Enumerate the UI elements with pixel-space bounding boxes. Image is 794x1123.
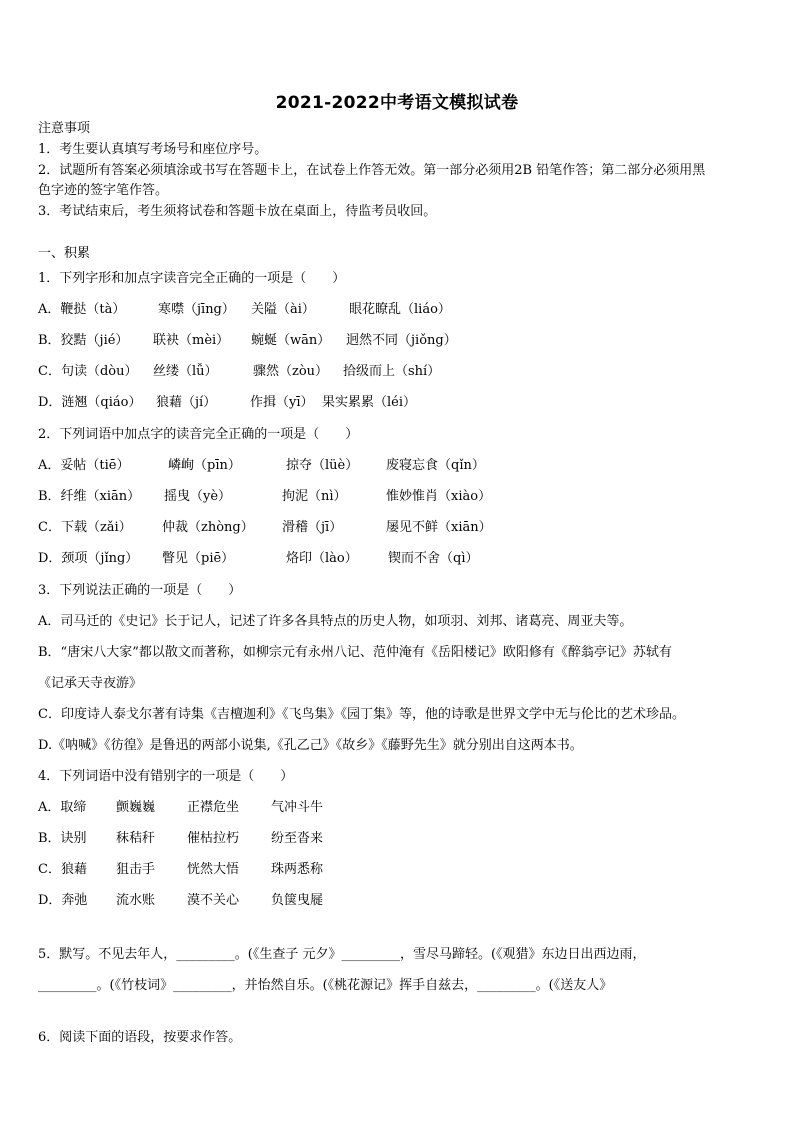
q1-b-3: 蜿蜒（wān）: [251, 333, 331, 348]
q2-b-2: 摇曳（yè）: [164, 489, 232, 504]
q3-option-b-cont: 《记承天寺夜游》: [38, 676, 143, 691]
q4-stem: 4．下列词语中没有错别字的一项是（ ）: [38, 769, 294, 784]
q3-stem: 3．下列说法正确的一项是（ ）: [38, 583, 242, 598]
q2-d-4: 锲而不舍（qì）: [388, 551, 479, 566]
q1-d-4: 果实累累（léi）: [322, 395, 417, 410]
q4-b-2: 秣秸秆: [116, 831, 156, 846]
q1-c-4: 拾级而上（shí）: [343, 364, 441, 379]
q2-d-2: 瞥见（piē）: [162, 551, 235, 566]
q4-option-a: [38, 799, 323, 817]
q1-stem: 1．下列字形和加点字读音完全正确的一项是（ ）: [38, 271, 346, 286]
section-heading: 一、积累: [38, 246, 91, 261]
q1-a-2: 寒噤（jīng）: [158, 302, 235, 317]
q2-c-1: C．下载（zǎi）: [38, 520, 132, 535]
notice-item-1: 1．考生要认真填写考场号和座位序号。: [38, 142, 268, 157]
q1-d-1: D．涟翘（qiáo）: [38, 395, 142, 410]
q1-option-d: [38, 394, 416, 412]
q1-c-3: 骤然（zòu）: [253, 364, 329, 379]
q2-option-b: [38, 488, 491, 506]
q4-option-c: [38, 861, 323, 879]
q4-option-d: [38, 892, 323, 910]
q2-b-4: 惟妙惟肖（xiào）: [386, 489, 492, 504]
q4-b-1: B．诀别: [38, 831, 87, 846]
q4-c-3: 恍然大悟: [187, 862, 240, 877]
q4-c-4: 珠两悉称: [271, 862, 324, 877]
q4-d-1: D．奔弛: [38, 893, 88, 908]
q2-stem: 2．下列词语中加点字的读音完全正确的一项是（ ）: [38, 427, 359, 442]
q4-d-3: 漠不关心: [187, 893, 240, 908]
notice-item-2: 2．试题所有答案必须填涂或书写在答题卡上，在试卷上作答无效。第一部分必须用2B 铅笔作答；第二部分必须用黑: [38, 163, 706, 178]
q2-c-3: 滑稽（jī）: [282, 520, 343, 535]
q2-d-1: D．颈项（jǐng）: [38, 551, 139, 566]
q2-option-d: [38, 550, 478, 568]
q2-a-1: A．妥帖（tiē）: [38, 458, 130, 473]
notice-item-2-cont: 色字迹的签字笔作答。: [38, 183, 169, 198]
q2-a-4: 废寝忘食（qǐn）: [386, 458, 485, 473]
q4-d-2: 流水账: [116, 893, 156, 908]
q4-a-2: 颤巍巍: [116, 800, 156, 815]
q2-c-2: 仲裁（zhòng）: [162, 520, 254, 535]
q1-a-3: 关隘（ài）: [251, 302, 315, 317]
q3-option-b: B．“唐宋八大家”都以散文而著称，如柳宗元有永州八记、范仲淹有《岳阳楼记》欧阳修有《醉翁亭记》苏轼有: [38, 645, 672, 660]
q4-a-3: 正襟危坐: [187, 800, 240, 815]
q2-option-c: [38, 519, 492, 537]
notice-heading: 注意事项: [38, 121, 91, 136]
q5-line-1: 5．默写。不见去年人，_________。(《生查子 元夕》_________，雪尽马蹄轻。(《观猎》东边日出西边雨，: [38, 947, 646, 962]
q3-option-c: C．印度诗人泰戈尔著有诗集《吉檀迦利》《飞鸟集》《园丁集》等，他的诗歌是世界文学中无与伦比的艺术珍品。: [38, 707, 685, 722]
q1-c-1: C．句读（dòu）: [38, 364, 138, 379]
notice-item-3: 3．考试结束后，考生须将试卷和答题卡放在桌面上，待监考员收回。: [38, 204, 437, 219]
q1-option-a: [38, 301, 451, 319]
q1-option-b: [38, 332, 457, 350]
q4-c-1: C．狼藉: [38, 862, 87, 877]
q4-a-1: A．取缔: [38, 800, 87, 815]
q3-option-d: D.《呐喊》《彷徨》是鲁迅的两部小说集,《孔乙己》《故乡》《藤野先生》就分别出自这两本书。: [38, 738, 583, 753]
q4-b-3: 催枯拉朽: [187, 831, 240, 846]
q2-option-a: [38, 457, 485, 475]
q2-b-3: 拘泥（nì）: [282, 489, 347, 504]
q3-option-a: A．司马迁的《史记》长于记人，记述了许多各具特点的历史人物，如项羽、刘邦、诸葛亮、周亚夫等。: [38, 614, 633, 629]
q2-b-1: B．纤维（xiān）: [38, 489, 141, 504]
q2-a-3: 掠夺（lüè）: [286, 458, 359, 473]
q4-a-4: 气冲斗牛: [271, 800, 324, 815]
exam-title: 2021-2022中考语文模拟试卷: [275, 93, 519, 113]
q4-b-4: 纷至沓来: [271, 831, 324, 846]
q2-a-2: 嶙峋（pīn）: [168, 458, 241, 473]
q1-option-c: [38, 363, 440, 381]
q1-d-3: 作揖（yī）: [250, 395, 314, 410]
q2-c-4: 屡见不鲜（xiān）: [386, 520, 492, 535]
q4-option-b: [38, 830, 323, 848]
q5-line-2: _________。(《竹枝词》_________，并怡然自乐。(《桃花源记》挥手自兹去，_________。(《送友人》: [38, 978, 613, 993]
q1-b-2: 联袂（mèi）: [153, 333, 230, 348]
q1-a-1: A．鞭挞（tà）: [38, 302, 126, 317]
q1-c-2: 丝缕（lǚ）: [153, 364, 218, 379]
q1-b-1: B．狡黠（jié）: [38, 333, 129, 348]
q1-b-4: 迥然不同（jiǒng）: [346, 333, 457, 348]
q4-c-2: 狙击手: [116, 862, 156, 877]
q1-a-4: 眼花瞭乱（liáo）: [349, 302, 451, 317]
q6-stem: 6．阅读下面的语段，按要求作答。: [38, 1030, 242, 1045]
q4-d-4: 负箧曳屣: [271, 893, 324, 908]
q2-d-3: 烙印（lào）: [286, 551, 358, 566]
q1-d-2: 狼藉（jí）: [156, 395, 217, 410]
